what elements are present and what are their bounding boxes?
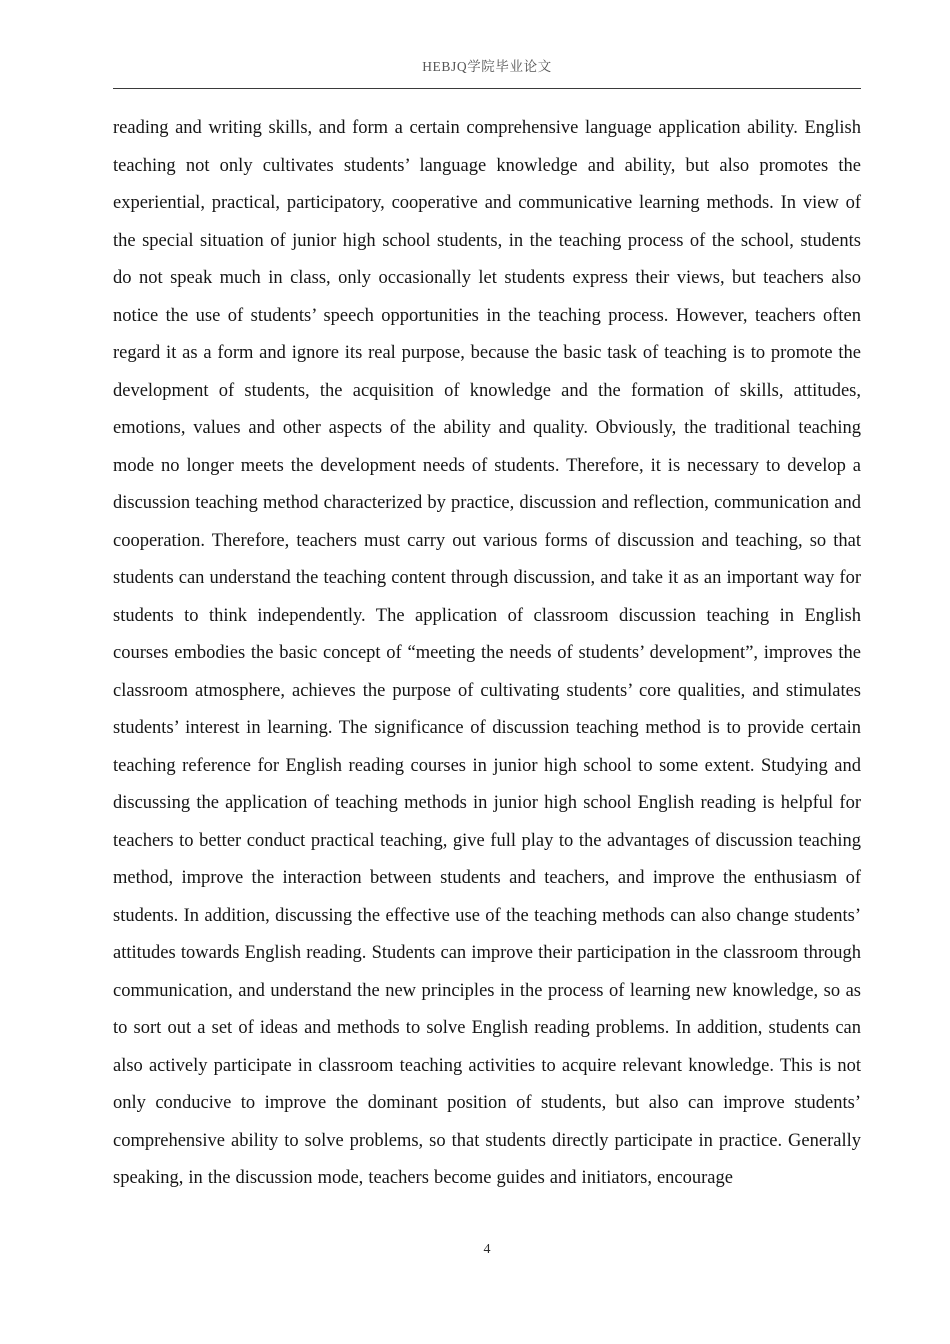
header-divider-rule — [113, 88, 861, 89]
page-footer — [113, 1240, 861, 1259]
running-header — [113, 58, 861, 76]
page-number: 4 — [483, 1242, 491, 1257]
running-header-title: HEBJQ学院毕业论文 — [422, 59, 552, 74]
body-text-block — [113, 110, 861, 1198]
body-paragraph: reading and writing skills, and form a certain comprehensive language application ability. English teaching not only cultivates students’ language knowledge and ability, but also promotes the experiential, practical, participatory, cooperative and communicative learning methods. In view of the special situation of junior high school students, in the teaching process of the school, students do not speak much in class, only occasionally let students express their views, but teachers also notice the use of students’ speech opportunities in the teaching process. However, teachers often regard it as a form and ignore its real purpose, because the basic task of teaching is to promote the development of students, the acquisition of knowledge and the formation of skills, attitudes, emotions, values and other aspects of the ability and quality. Obviously, the traditional teaching mode no longer meets the development needs of students. Therefore, it is necessary to develop a discussion teaching method characterized by practice, discussion and reflection, communication and cooperation. Therefore, teachers must carry out various forms of discussion and teaching, so that students can understand the teaching content through discussion, and take it as an important way for students to think independently. The application of classroom discussion teaching in English courses embodies the basic concept of “meeting the needs of students’ development”, improves the classroom atmosphere, achieves the purpose of cultivating students’ core qualities, and stimulates students’ interest in learning. The significance of discussion teaching method is to provide certain teaching reference for English reading courses in junior high school to some extent. Studying and discussing the application of teaching methods in junior high school English reading is helpful for teachers to better conduct practical teaching, give full play to the advantages of discussion teaching method, improve the interaction between students and teachers, and improve the enthusiasm of students. In addition, discussing the effective use of the teaching methods can also change students’ attitudes towards English reading. Students can improve their participation in the classroom through communication, and understand the new principles in the process of learning new knowledge, so as to sort out a set of ideas and methods to solve English reading problems. In addition, students can also actively participate in classroom teaching activities to acquire relevant knowledge. This is not only conducive to improve the dominant position of students, but also can improve students’ comprehensive ability to solve problems, so that students directly participate in practice. Generally speaking, in the discussion mode, teachers become guides and initiators, encourage — [113, 118, 861, 1188]
